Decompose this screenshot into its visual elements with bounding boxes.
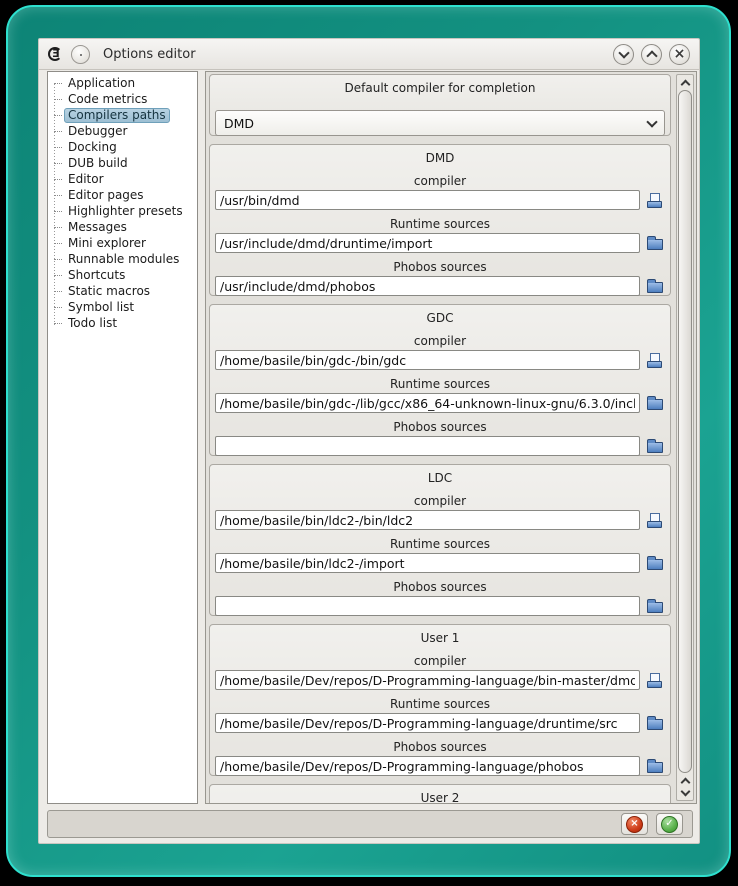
sidebar-item-label: Messages xyxy=(68,219,127,234)
sidebar-item-label: Code metrics xyxy=(68,91,148,106)
file-open-icon xyxy=(647,353,664,368)
sidebar-item-label: Symbol list xyxy=(68,299,135,314)
dmd-compiler-input[interactable] xyxy=(215,190,640,210)
folder-icon xyxy=(647,399,663,410)
groups-container xyxy=(209,74,671,804)
dmd-phobos-sources-input[interactable] xyxy=(215,276,640,296)
field-label: Phobos sources xyxy=(393,580,487,594)
sidebar-item-docking[interactable] xyxy=(48,139,197,155)
folder-icon xyxy=(647,602,663,613)
group-title: DMD xyxy=(425,151,455,165)
field-row xyxy=(210,436,670,456)
title-bar xyxy=(39,39,699,70)
sidebar-item-label: Compilers paths xyxy=(64,108,170,123)
cancel-button[interactable] xyxy=(621,813,648,835)
folder-icon xyxy=(647,442,663,453)
field-row xyxy=(210,756,670,776)
sidebar-item-messages[interactable] xyxy=(48,219,197,235)
user-1-compiler-input[interactable] xyxy=(215,670,640,690)
browse-folder-button[interactable] xyxy=(645,756,665,776)
sidebar-item-symbol-list[interactable] xyxy=(48,299,197,315)
field-row xyxy=(210,276,670,296)
sidebar-item-label: Mini explorer xyxy=(68,235,146,250)
sidebar-item-label: Editor pages xyxy=(68,187,144,202)
browse-folder-button[interactable] xyxy=(645,393,665,413)
cancel-icon: × xyxy=(626,816,643,833)
coedit-logo-icon xyxy=(48,47,62,61)
chevron-up-icon xyxy=(680,79,690,89)
options-editor-window xyxy=(38,38,700,844)
dmd-runtime-sources-input[interactable] xyxy=(215,233,640,253)
group-title: User 2 xyxy=(420,791,460,804)
group-title: Default compiler for completion xyxy=(344,81,536,95)
group-title: GDC xyxy=(426,311,454,325)
field-label: Runtime sources xyxy=(389,217,491,231)
options-category-list xyxy=(47,71,198,804)
field-row xyxy=(210,713,670,733)
sidebar-item-debugger[interactable] xyxy=(48,123,197,139)
default-compiler-group xyxy=(209,74,671,136)
browse-file-button[interactable] xyxy=(645,350,665,370)
window-title: Options editor xyxy=(103,46,196,62)
file-open-icon xyxy=(647,673,664,688)
sidebar-item-application[interactable] xyxy=(48,75,197,91)
sidebar-item-label: Highlighter presets xyxy=(68,203,183,218)
field-row xyxy=(210,510,670,530)
field-label: Phobos sources xyxy=(393,260,487,274)
sidebar-item-label: Todo list xyxy=(68,315,118,330)
browse-folder-button[interactable] xyxy=(645,596,665,616)
browse-folder-button[interactable] xyxy=(645,553,665,573)
field-row xyxy=(210,350,670,370)
vertical-scrollbar[interactable] xyxy=(676,74,694,801)
sidebar-item-highlighter-presets[interactable] xyxy=(48,203,197,219)
user-1-phobos-sources-input[interactable] xyxy=(215,756,640,776)
close-button[interactable] xyxy=(669,44,690,65)
file-open-icon xyxy=(647,513,664,528)
sidebar-item-compilers-paths[interactable] xyxy=(48,107,197,123)
category-tree xyxy=(48,75,197,331)
field-row xyxy=(210,190,670,210)
field-label: Runtime sources xyxy=(389,537,491,551)
sidebar-item-static-macros[interactable] xyxy=(48,283,197,299)
file-open-icon xyxy=(647,193,664,208)
sidebar-item-todo-list[interactable] xyxy=(48,315,197,331)
compiler-group-ldc xyxy=(209,464,671,616)
sidebar-item-label: Static macros xyxy=(68,283,151,298)
accept-button[interactable] xyxy=(656,813,683,835)
folder-icon xyxy=(647,719,663,730)
user-1-runtime-sources-input[interactable] xyxy=(215,713,640,733)
sidebar-item-label: DUB build xyxy=(68,155,128,170)
gdc-compiler-input[interactable] xyxy=(215,350,640,370)
minimize-button[interactable] xyxy=(613,44,634,65)
ldc-runtime-sources-input[interactable] xyxy=(215,553,640,573)
field-label: Runtime sources xyxy=(389,377,491,391)
folder-icon xyxy=(647,559,663,570)
accept-icon: ✓ xyxy=(661,816,678,833)
compiler-group-gdc xyxy=(209,304,671,456)
default-compiler-select[interactable] xyxy=(215,110,665,136)
window-menu-button[interactable] xyxy=(71,45,90,64)
ldc-compiler-input[interactable] xyxy=(215,510,640,530)
selected-compiler-value: DMD xyxy=(224,115,255,131)
field-label: Phobos sources xyxy=(393,740,487,754)
field-label: compiler xyxy=(413,654,467,668)
sidebar-item-mini-explorer[interactable] xyxy=(48,235,197,251)
field-row xyxy=(210,233,670,253)
sidebar-item-label: Application xyxy=(68,75,136,90)
browse-file-button[interactable] xyxy=(645,190,665,210)
field-label: Runtime sources xyxy=(389,697,491,711)
gdc-phobos-sources-input[interactable] xyxy=(215,436,640,456)
gdc-runtime-sources-input[interactable] xyxy=(215,393,640,413)
sidebar-item-label: Docking xyxy=(68,139,117,154)
browse-folder-button[interactable] xyxy=(645,713,665,733)
scroll-up-button[interactable] xyxy=(677,76,693,89)
sidebar-item-label: Debugger xyxy=(68,123,128,138)
maximize-button[interactable] xyxy=(641,44,662,65)
chevron-up-icon xyxy=(646,50,657,61)
sidebar-item-dub-build[interactable] xyxy=(48,155,197,171)
sidebar-item-shortcuts[interactable] xyxy=(48,267,197,283)
group-title: LDC xyxy=(427,471,453,485)
sidebar-item-editor-pages[interactable] xyxy=(48,187,197,203)
scroll-down-button[interactable] xyxy=(677,786,693,799)
compiler-group-user-1 xyxy=(209,624,671,776)
chevron-down-icon xyxy=(618,47,629,58)
field-label: Phobos sources xyxy=(393,420,487,434)
sidebar-item-editor[interactable] xyxy=(48,171,197,187)
field-row xyxy=(210,393,670,413)
sidebar-item-label: Runnable modules xyxy=(68,251,180,266)
field-row xyxy=(210,553,670,573)
field-label: compiler xyxy=(413,174,467,188)
combo-row xyxy=(210,110,670,136)
group-title: User 1 xyxy=(420,631,460,645)
ldc-phobos-sources-input[interactable] xyxy=(215,596,640,616)
sidebar-item-label: Editor xyxy=(68,171,104,186)
chevron-down-icon xyxy=(680,786,690,796)
chevron-down-icon xyxy=(646,116,657,127)
browse-folder-button[interactable] xyxy=(645,436,665,456)
sidebar-item-label: Shortcuts xyxy=(68,267,126,282)
browse-folder-button[interactable] xyxy=(645,233,665,253)
browse-file-button[interactable] xyxy=(645,510,665,530)
field-label: compiler xyxy=(413,494,467,508)
dialog-button-bar xyxy=(47,810,693,838)
compilers-paths-panel xyxy=(205,71,697,804)
browse-folder-button[interactable] xyxy=(645,276,665,296)
folder-icon xyxy=(647,282,663,293)
compiler-group-dmd xyxy=(209,144,671,296)
scrollbar-thumb[interactable] xyxy=(678,90,692,773)
field-row xyxy=(210,670,670,690)
sidebar-item-runnable-modules[interactable] xyxy=(48,251,197,267)
compiler-group-user-2 xyxy=(209,784,671,804)
folder-icon xyxy=(647,239,663,250)
close-icon: × xyxy=(673,45,686,62)
sidebar-item-code-metrics[interactable] xyxy=(48,91,197,107)
field-label: compiler xyxy=(413,334,467,348)
browse-file-button[interactable] xyxy=(645,670,665,690)
folder-icon xyxy=(647,762,663,773)
field-row xyxy=(210,596,670,616)
